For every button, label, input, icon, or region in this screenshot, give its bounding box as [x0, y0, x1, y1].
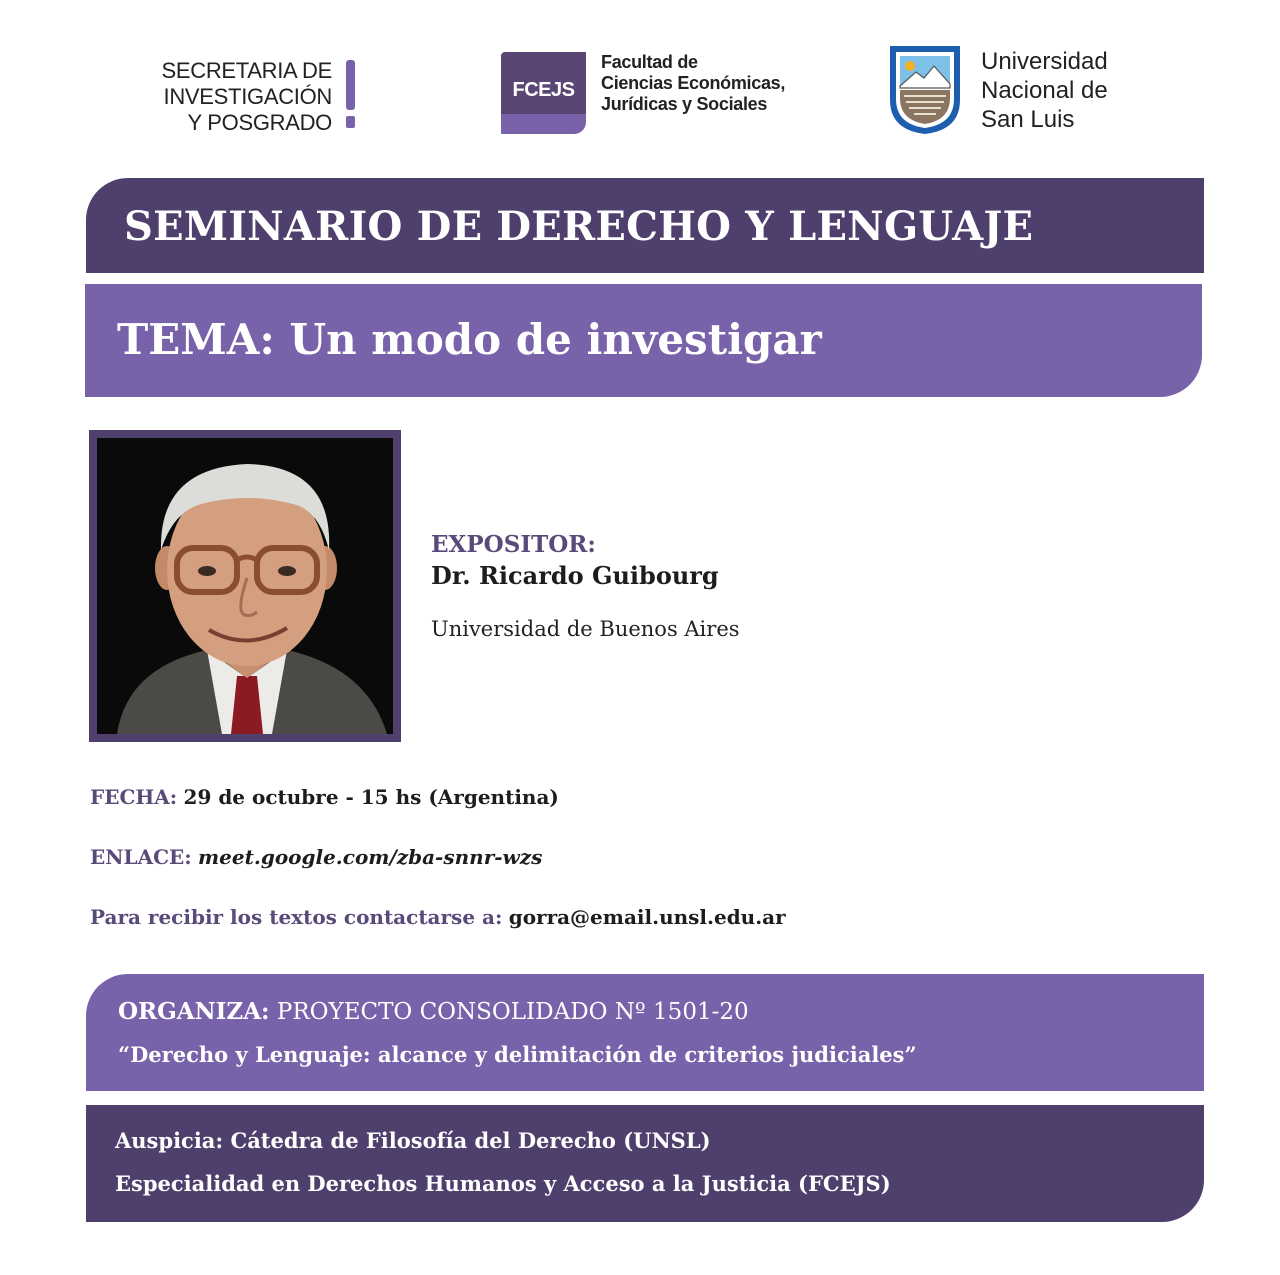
unsl-logo-text	[981, 47, 1108, 134]
expositor-affiliation: Universidad de Buenos Aires	[431, 617, 740, 641]
project-title: “Derecho y Lenguaje: alcance y delimitación de criterios judiciales”	[118, 1042, 917, 1067]
fcejs-line-2: Ciencias Económicas,	[601, 73, 786, 93]
auspicia-banner	[86, 1105, 1204, 1222]
fcejs-logo-text	[601, 52, 785, 115]
tema-value: Un modo de investigar	[289, 315, 822, 364]
organiza-banner	[86, 974, 1204, 1091]
contact-label: Para recibir los textos contactarse a:	[90, 905, 503, 929]
enlace-row	[90, 845, 542, 869]
unsl-seal-icon	[886, 42, 964, 136]
expositor-label: EXPOSITOR:	[431, 531, 596, 558]
secretaria-logo-dot-icon	[346, 116, 355, 128]
fcejs-logo	[501, 52, 586, 134]
auspicia-line-2: Especialidad en Derechos Humanos y Acceso a la Justicia (FCEJS)	[115, 1171, 891, 1196]
fecha-row	[90, 785, 559, 809]
speaker-photo	[97, 438, 393, 734]
organiza-label: ORGANIZA:	[118, 998, 270, 1025]
secretaria-line-2: INVESTIGACIÓN	[163, 84, 332, 109]
secretaria-line-1: SECRETARIA DE	[161, 58, 332, 83]
organiza-line	[118, 998, 749, 1025]
enlace-label: ENLACE:	[90, 845, 192, 869]
tema-banner	[85, 284, 1202, 397]
expositor-name: Dr. Ricardo Guibourg	[431, 561, 719, 590]
fcejs-line-1: Facultad de	[601, 52, 698, 72]
fcejs-logo-bottom	[501, 114, 586, 134]
seminario-banner	[86, 178, 1204, 273]
fcejs-logo-acronym: FCEJS	[512, 79, 575, 101]
meeting-link[interactable]: meet.google.com/zba-snnr-wzs	[198, 845, 543, 869]
unsl-line-1: Universidad	[981, 48, 1108, 75]
tema-heading	[117, 315, 822, 364]
contact-email-link[interactable]: gorra@email.unsl.edu.ar	[508, 905, 786, 929]
fcejs-line-3: Jurídicas y Sociales	[601, 94, 768, 114]
seminario-title: SEMINARIO DE DERECHO Y LENGUAJE	[124, 203, 1034, 250]
speaker-portrait-icon	[97, 438, 393, 734]
fecha-label: FECHA:	[90, 785, 178, 809]
tema-label: TEMA:	[117, 315, 275, 364]
fecha-value: 29 de octubre - 15 hs (Argentina)	[183, 785, 559, 809]
unsl-line-3: San Luis	[981, 106, 1075, 133]
auspicia-line-1: Auspicia: Cátedra de Filosofía del Derecho (UNSL)	[115, 1128, 711, 1153]
organiza-value: PROYECTO CONSOLIDADO Nº 1501-20	[276, 999, 749, 1025]
secretaria-logo-text	[120, 58, 332, 136]
unsl-line-2: Nacional de	[981, 77, 1108, 104]
speaker-photo-frame	[89, 430, 401, 742]
secretaria-line-3: Y POSGRADO	[187, 110, 332, 135]
secretaria-logo-bar-icon	[346, 60, 355, 110]
contact-row	[90, 905, 786, 929]
